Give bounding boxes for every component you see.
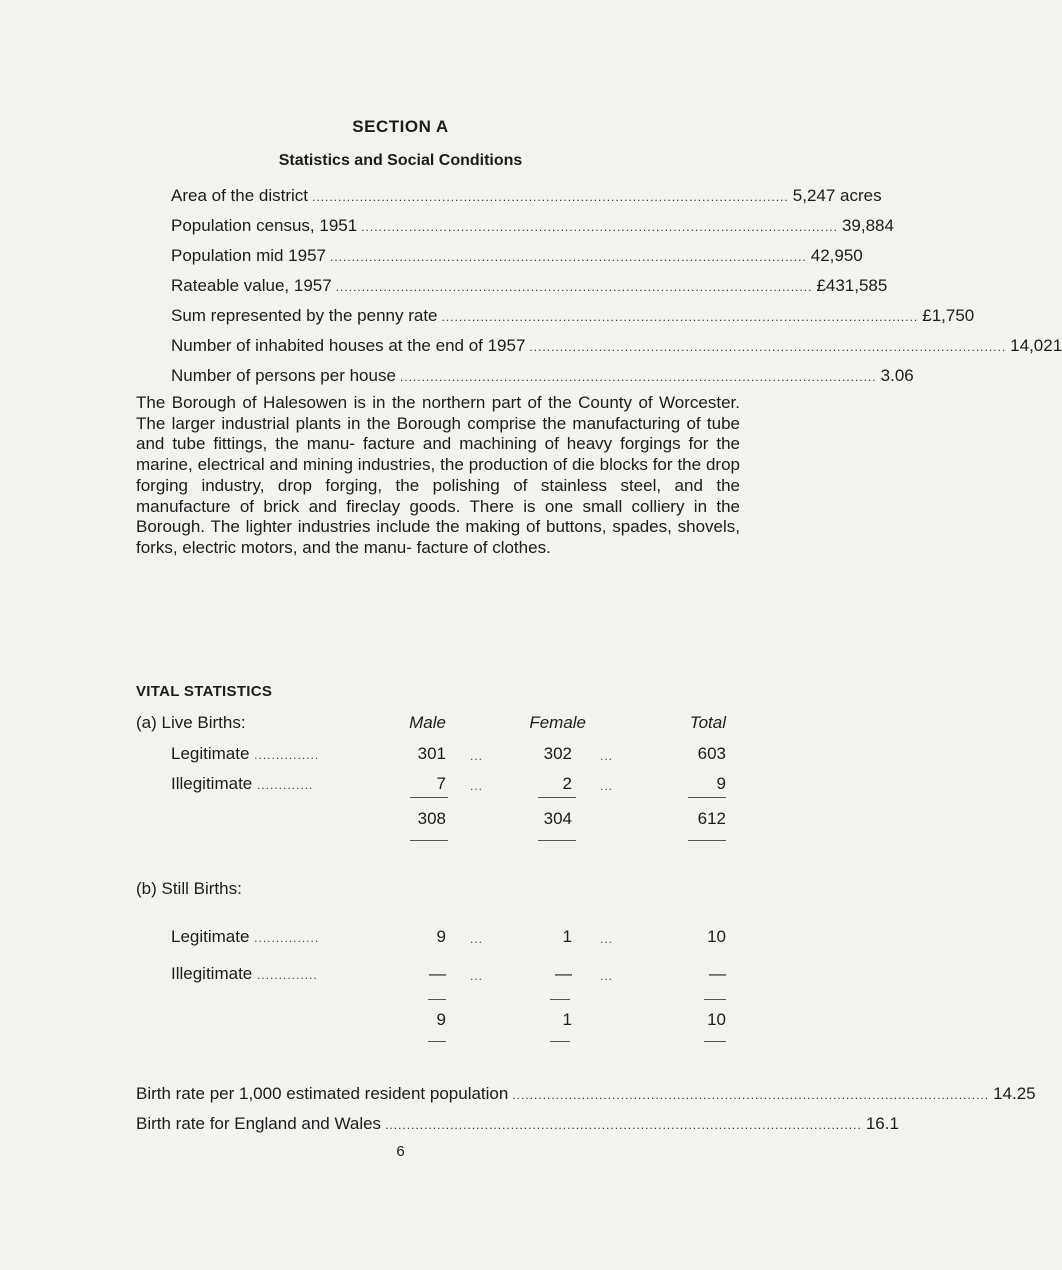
rate-label: Birth rate per 1,000 estimated resident population xyxy=(136,1084,509,1103)
stat-value: 14,021 xyxy=(1010,336,1062,355)
stat-label: Population census, 1951 xyxy=(171,216,358,235)
sum-rule xyxy=(410,797,448,798)
cell-male: 301 xyxy=(417,744,446,763)
row-label: Illegitimate xyxy=(171,774,253,793)
leader-dots: .............................................................................................................. xyxy=(529,340,1007,354)
still-legitimate-label xyxy=(171,927,319,947)
sum-female: 1 xyxy=(562,1010,572,1029)
header-female: Female xyxy=(529,713,586,732)
leader-dots: .............................................................................................................. xyxy=(361,220,838,234)
leader-dots: ... xyxy=(600,779,614,793)
vital-statistics-title: VITAL STATISTICS xyxy=(136,683,273,700)
stat-value: 42,950 xyxy=(810,246,863,265)
cell-female: 2 xyxy=(562,774,572,793)
stat-value: 5,247 acres xyxy=(792,186,882,205)
leader-dots: ............... xyxy=(254,748,320,762)
stat-row-area xyxy=(171,186,882,210)
stat-label: Population mid 1957 xyxy=(171,246,327,265)
stat-value: £1,750 xyxy=(922,306,975,325)
cell-total: — xyxy=(709,964,726,983)
cell-total: 9 xyxy=(716,774,726,793)
sum-rule xyxy=(538,840,576,841)
stat-value: 3.06 xyxy=(880,366,914,385)
sum-male: 9 xyxy=(436,1010,446,1029)
row-label: Legitimate xyxy=(171,927,250,946)
stat-label: Area of the district xyxy=(171,186,309,205)
leader-dots: .............................................................................................................. xyxy=(512,1088,990,1102)
live-births-label: (a) Live Births: xyxy=(136,713,246,732)
rate-label: Birth rate for England and Wales xyxy=(136,1114,382,1133)
sum-rule xyxy=(704,999,726,1000)
leader-dots: .............................................................................................................. xyxy=(385,1118,862,1132)
section-title: SECTION A xyxy=(352,117,449,136)
leader-dots: ... xyxy=(470,749,484,763)
leader-dots: ... xyxy=(600,932,614,946)
sum-female: 304 xyxy=(543,809,572,828)
birth-rate-national xyxy=(136,1114,899,1138)
sum-total: 10 xyxy=(707,1010,726,1029)
live-illegitimate-label xyxy=(171,774,313,794)
leader-dots: ............... xyxy=(254,931,320,945)
rate-value: 16.1 xyxy=(865,1114,899,1133)
stat-value: £431,585 xyxy=(816,276,888,295)
sum-rule xyxy=(538,797,576,798)
section-subtitle: Statistics and Social Conditions xyxy=(278,152,523,169)
leader-dots: ... xyxy=(600,749,614,763)
live-legitimate-label xyxy=(171,744,319,764)
leader-dots: .............................................................................................................. xyxy=(312,190,789,204)
leader-dots: ... xyxy=(470,932,484,946)
row-label: Illegitimate xyxy=(171,964,253,983)
cell-male: 9 xyxy=(436,927,446,946)
header-total: Total xyxy=(689,713,726,732)
stat-label: Sum represented by the penny rate xyxy=(171,306,438,325)
still-illegitimate-label xyxy=(171,964,318,984)
leader-dots: .............................................................................................................. xyxy=(330,250,807,264)
description-paragraph: The Borough of Halesowen is in the northern part of the County of Worcester. The larger industrial plants in the Borough comprise the manufacturing of tube and tube fittings, the manu- facture and machining of heavy forgings for the marine, electrical and mining industries, the production of die blocks for the drop forging industry, drop forging, the polishing of stainless steel, and the manufacture of brick and fireclay goods. There is one small colliery in the Borough. The lighter industries include the making of buttons, spades, shovels, forks, electric motors, and the manu- facture of clothes. xyxy=(136,393,740,557)
stat-row-penny-rate xyxy=(171,306,975,330)
cell-female: 1 xyxy=(562,927,572,946)
cell-female: — xyxy=(555,964,572,983)
stat-value: 39,884 xyxy=(841,216,894,235)
leader-dots: .............................................................................................................. xyxy=(399,370,877,384)
stat-label: Number of inhabited houses at the end of 1957 xyxy=(171,336,526,355)
sum-rule xyxy=(688,797,726,798)
sum-rule xyxy=(428,1041,446,1042)
birth-rate-local xyxy=(136,1084,1036,1108)
stat-row-houses xyxy=(171,336,1062,360)
sum-rule xyxy=(550,1041,570,1042)
page-number: 6 xyxy=(396,1143,405,1160)
sum-rule xyxy=(410,840,448,841)
leader-dots: ... xyxy=(600,969,614,983)
leader-dots: ... xyxy=(470,779,484,793)
stat-label: Number of persons per house xyxy=(171,366,396,385)
stat-row-population xyxy=(171,246,863,270)
leader-dots: .............................................................................................................. xyxy=(335,280,813,294)
stat-row-rateable xyxy=(171,276,888,300)
rate-value: 14.25 xyxy=(993,1084,1036,1103)
sum-rule xyxy=(688,840,726,841)
sum-male: 308 xyxy=(417,809,446,828)
leader-dots: .............. xyxy=(257,968,318,982)
stat-row-persons xyxy=(171,366,914,390)
leader-dots: ... xyxy=(470,969,484,983)
sum-total: 612 xyxy=(697,809,726,828)
still-births-label: (b) Still Births: xyxy=(136,879,242,898)
leader-dots: ............. xyxy=(257,778,314,792)
header-male: Male xyxy=(409,713,446,732)
cell-total: 603 xyxy=(697,744,726,763)
sum-rule xyxy=(550,999,570,1000)
cell-female: 302 xyxy=(543,744,572,763)
sum-rule xyxy=(428,999,446,1000)
cell-total: 10 xyxy=(707,927,726,946)
cell-male: — xyxy=(429,964,446,983)
row-label: Legitimate xyxy=(171,744,250,763)
sum-rule xyxy=(704,1041,726,1042)
cell-male: 7 xyxy=(436,774,446,793)
stat-label: Rateable value, 1957 xyxy=(171,276,332,295)
leader-dots: .............................................................................................................. xyxy=(441,310,919,324)
stat-row-census xyxy=(171,216,894,240)
